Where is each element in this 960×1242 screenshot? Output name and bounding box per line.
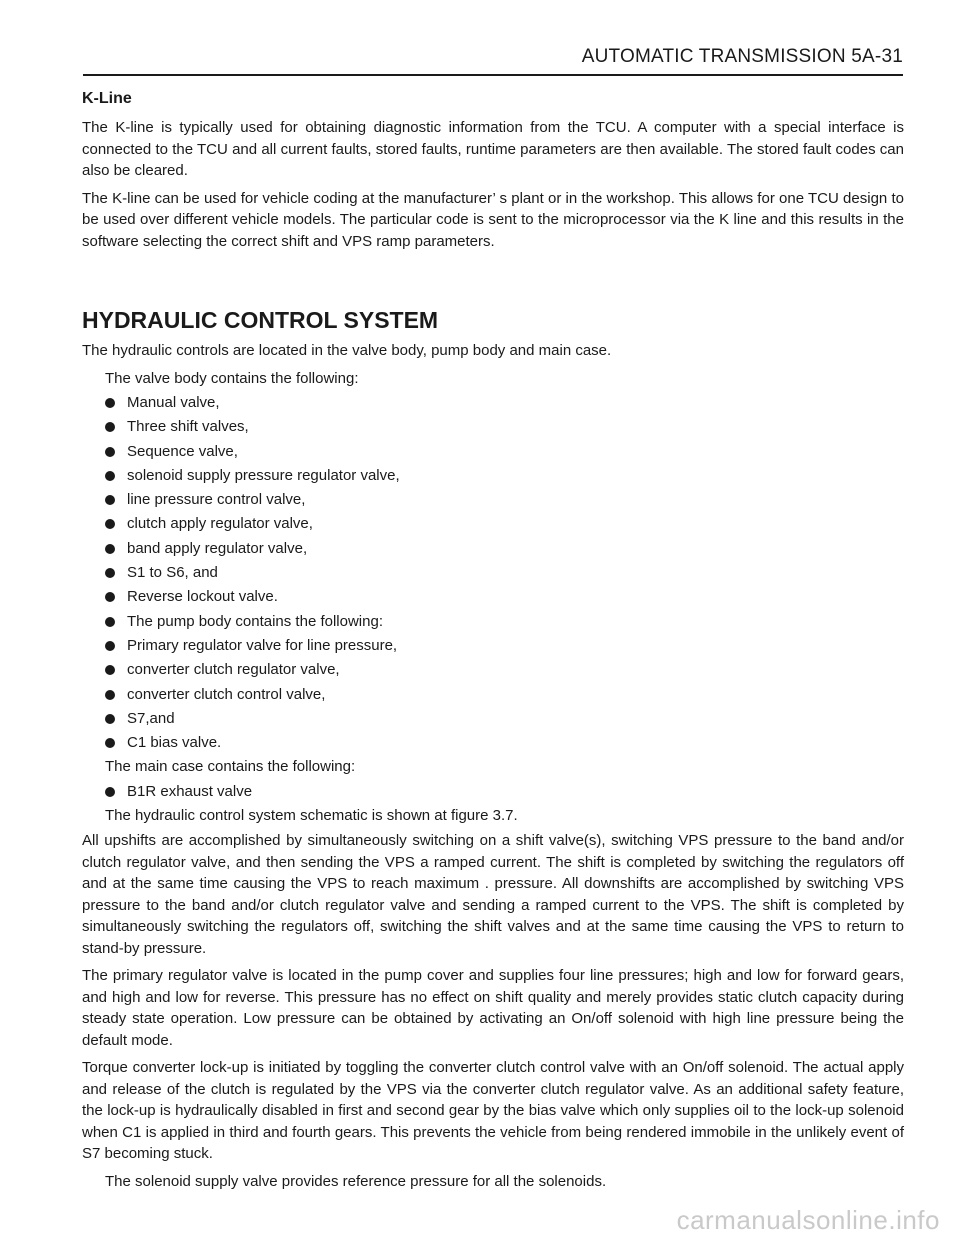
header-title: AUTOMATIC TRANSMISSION 5A-31 xyxy=(581,46,903,67)
list-item xyxy=(105,707,904,731)
page-content xyxy=(82,89,904,1198)
bullet-icon xyxy=(105,471,115,481)
list-item xyxy=(105,683,904,707)
kline-paragraph: The K-line is typically used for obtaining diagnostic information from the TCU. A computer with a special interface is connected to the TCU and all current faults, stored faults, runtime parameters are then available. The stored fault codes can also be cleared. xyxy=(82,119,904,179)
list-item-text: Three shift valves, xyxy=(127,418,249,436)
bullet-icon xyxy=(105,422,115,432)
bullet-icon xyxy=(105,714,115,724)
list-item xyxy=(105,440,904,464)
list-item xyxy=(105,731,904,755)
bullet-icon xyxy=(105,592,115,602)
section-heading: HYDRAULIC CONTROL SYSTEM xyxy=(82,307,439,333)
body-paragraph: All upshifts are accomplished by simultaneously switching on a shift valve(s), switching VPS pressure to the band and/or clutch regulator valve, and then sending the VPS a ramped current. The shift is completed by switching the regulators off and at the same time causing the VPS to reach maximum . pressure. All downshifts are accomplished by switching VPS pressure to the band and/or clutch regulator valve and sending a ramped current to the VPS. The shift is completed by simultaneously switching the regulators off, switching the shift valves and at the same time causing the VPS to return to stand-by pressure. xyxy=(82,832,904,957)
list-item xyxy=(105,488,904,512)
list-item xyxy=(105,415,904,439)
bullet-icon xyxy=(105,641,115,651)
body-paragraph: The primary regulator valve is located in the pump cover and supplies four line pressures; high and low for forward gears, and high and low for reverse. This pressure has no effect on shift quality and merely provides static clutch capacity during steady state operation. Low pressure can be obtained by activating an On/off solenoid with high line pressure being the default mode. xyxy=(82,967,904,1049)
list-item-text: solenoid supply pressure regulator valve, xyxy=(127,466,400,484)
bullet-icon xyxy=(105,398,115,408)
list-item-text: The pump body contains the following: xyxy=(127,612,383,630)
list-item-text: Sequence valve, xyxy=(127,442,238,460)
list-item xyxy=(105,658,904,682)
list-item xyxy=(105,634,904,658)
kline-heading: K-Line xyxy=(82,90,132,107)
closing-paragraph: The solenoid supply valve provides reference pressure for all the solenoids. xyxy=(105,1172,607,1190)
bullet-icon xyxy=(105,690,115,700)
bullet-icon xyxy=(105,617,115,627)
bullet-icon xyxy=(105,544,115,554)
bullet-icon xyxy=(105,519,115,529)
page-header xyxy=(0,46,960,78)
bullet-icon xyxy=(105,738,115,748)
main-case-intro: The main case contains the following: xyxy=(105,758,356,776)
list-item-text: clutch apply regulator valve, xyxy=(127,515,313,533)
list-item-text: S7,and xyxy=(127,709,175,727)
bullet-icon xyxy=(105,495,115,505)
list-item-text: line pressure control valve, xyxy=(127,491,306,509)
bullet-icon xyxy=(105,787,115,797)
list-item-text: B1R exhaust valve xyxy=(127,782,253,800)
list-item-text: band apply regulator valve, xyxy=(127,539,308,557)
header-rule xyxy=(83,74,903,76)
list-item-text: Reverse lockout valve. xyxy=(127,588,278,606)
valve-body-list xyxy=(82,391,904,755)
body-paragraph: Torque converter lock-up is initiated by toggling the converter clutch control valve with an On/off solenoid. The actual apply and release of the clutch is regulated by the VPS via the converter clutch regulator valve. As an additional safety feature, the lock-up is hydraulically disabled in first and second gear by the bias valve which only supplies oil to the lock-up solenoid when C1 is applied in third and fourth gears. This prevents the vehicle from being rendered immobile in the unlikely event of S7 becoming stuck. xyxy=(82,1059,904,1163)
list-item xyxy=(105,537,904,561)
list-item-text: C1 bias valve. xyxy=(127,734,222,752)
list-item xyxy=(105,512,904,536)
list-item xyxy=(105,780,904,804)
list-item-text: Manual valve, xyxy=(127,394,220,411)
main-case-list xyxy=(82,780,904,804)
schematic-note: The hydraulic control system schematic is shown at figure 3.7. xyxy=(105,807,518,825)
kline-paragraph: The K-line can be used for vehicle coding at the manufacturer’ s plant or in the workshop. This allows for one TCU design to be used over different vehicle models. The particular code is sent to the microprocessor via the K line and this results in the software selecting the correct shift and VPS ramp parameters. xyxy=(82,189,904,250)
list-item xyxy=(105,464,904,488)
list-item-text: Primary regulator valve for line pressure, xyxy=(127,636,398,654)
valve-body-intro: The valve body contains the following: xyxy=(105,369,359,387)
list-item-text: converter clutch control valve, xyxy=(127,685,326,703)
watermark: carmanualsonline.info xyxy=(676,1205,940,1235)
list-item xyxy=(105,610,904,634)
bullet-icon xyxy=(105,568,115,578)
list-item xyxy=(105,561,904,585)
bullet-icon xyxy=(105,447,115,457)
bullet-icon xyxy=(105,665,115,675)
list-item-text: S1 to S6, and xyxy=(127,564,218,582)
list-item xyxy=(105,585,904,609)
list-item xyxy=(105,391,904,415)
hydraulic-intro: The hydraulic controls are located in the valve body, pump body and main case. xyxy=(82,342,612,359)
list-item-text: converter clutch regulator valve, xyxy=(127,661,340,679)
